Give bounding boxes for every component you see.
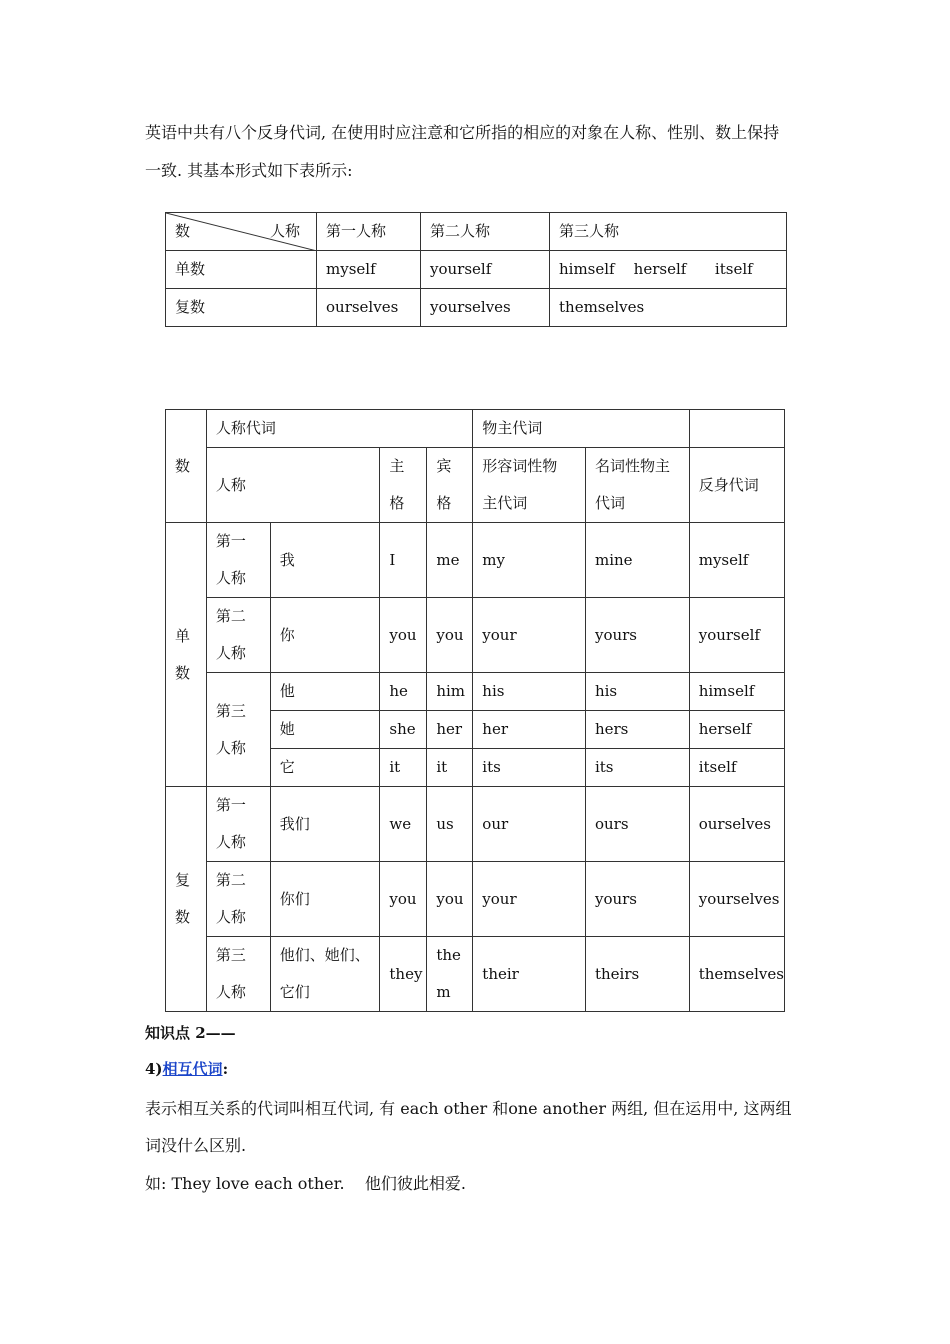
table-cell: it bbox=[380, 749, 427, 787]
table-cell: herself bbox=[689, 711, 784, 749]
table-row bbox=[166, 251, 787, 289]
cell-line: m bbox=[436, 983, 451, 1001]
noun-possessive-header bbox=[585, 448, 689, 523]
example-line: 如: They love each other. 他们彼此相爱. bbox=[145, 1174, 466, 1193]
table-cell: your bbox=[473, 598, 586, 673]
table-cell: we bbox=[380, 787, 427, 862]
table-row bbox=[166, 410, 785, 448]
person-group-label bbox=[206, 523, 270, 598]
person-header: 人称 bbox=[206, 448, 379, 523]
table-cell: they bbox=[380, 937, 427, 1012]
table-cell: you bbox=[380, 862, 427, 937]
label-line: 人称 bbox=[215, 983, 246, 1001]
label-line: 第一 bbox=[215, 796, 246, 814]
table-cell: yourself bbox=[689, 598, 784, 673]
header-cell: 第二人称 bbox=[421, 213, 550, 251]
person-group-label bbox=[206, 673, 270, 787]
table-row bbox=[166, 213, 787, 251]
table-cell bbox=[270, 937, 380, 1012]
table-cell: my bbox=[473, 523, 586, 598]
table-cell: he bbox=[380, 673, 427, 711]
table-row bbox=[166, 787, 785, 862]
table-cell: you bbox=[427, 862, 473, 937]
corner-person-label: 人称 bbox=[269, 222, 300, 240]
num-header: 数 bbox=[166, 410, 207, 523]
table-cell: I bbox=[380, 523, 427, 598]
header-line: 格 bbox=[436, 494, 452, 512]
table-cell: himself herself itself bbox=[550, 251, 787, 289]
table-cell: ourselves bbox=[689, 787, 784, 862]
header-cell: 第一人称 bbox=[317, 213, 421, 251]
corner-num-label: 数 bbox=[175, 222, 191, 240]
table-row bbox=[166, 937, 785, 1012]
intro-line-2: 一致. 其基本形式如下表所示: bbox=[145, 161, 353, 180]
body-line-2: 词没什么区别. bbox=[145, 1136, 247, 1155]
empty-header bbox=[689, 410, 784, 448]
table-row bbox=[166, 673, 785, 711]
table-cell: she bbox=[380, 711, 427, 749]
header-line: 宾 bbox=[436, 457, 452, 475]
table-cell: yours bbox=[585, 862, 689, 937]
table-cell: their bbox=[473, 937, 586, 1012]
table-cell: themselves bbox=[550, 289, 787, 327]
table-row bbox=[166, 862, 785, 937]
table-cell: myself bbox=[689, 523, 784, 598]
row-label: 单数 bbox=[166, 251, 317, 289]
label-line: 第一 bbox=[215, 532, 246, 550]
subject-case-header bbox=[380, 448, 427, 523]
corner-header-cell bbox=[166, 213, 317, 251]
label-line: 单 bbox=[175, 626, 191, 645]
table-cell: ourselves bbox=[317, 289, 421, 327]
table-cell: its bbox=[585, 749, 689, 787]
personal-pronoun-header: 人称代词 bbox=[206, 410, 472, 448]
table-cell: us bbox=[427, 787, 473, 862]
header-cell: 第三人称 bbox=[550, 213, 787, 251]
table-cell: our bbox=[473, 787, 586, 862]
label-line: 复 bbox=[175, 871, 191, 889]
table-cell: yourselves bbox=[421, 289, 550, 327]
table-cell: yours bbox=[585, 598, 689, 673]
label-line: 第二 bbox=[215, 871, 246, 889]
table-cell: yourselves bbox=[689, 862, 784, 937]
cell-line: 它们 bbox=[279, 983, 310, 1001]
label-line: 人称 bbox=[215, 738, 246, 757]
label-line: 第三 bbox=[215, 701, 246, 720]
table-row bbox=[166, 523, 785, 598]
table-cell: theirs bbox=[585, 937, 689, 1012]
table-cell: his bbox=[585, 673, 689, 711]
subsection-title bbox=[145, 1058, 228, 1079]
cell-line: 他们、她们、 bbox=[279, 946, 370, 964]
plural-label bbox=[166, 787, 207, 1012]
person-group-label bbox=[206, 862, 270, 937]
label-line: 人称 bbox=[215, 833, 246, 851]
header-line: 主 bbox=[389, 457, 405, 475]
subsection-suffix: : bbox=[222, 1060, 229, 1078]
table-cell: you bbox=[427, 598, 473, 673]
header-line: 代词 bbox=[594, 494, 625, 512]
table-cell: your bbox=[473, 862, 586, 937]
table-cell: 她 bbox=[270, 711, 380, 749]
table-cell: hers bbox=[585, 711, 689, 749]
body-line-1: 表示相互关系的代词叫相互代词, 有 each other 和one another 两组, 但在运用中, 这两组 bbox=[145, 1099, 792, 1118]
table-row bbox=[166, 598, 785, 673]
section-heading: 知识点 2—— bbox=[145, 1024, 236, 1042]
label-line: 数 bbox=[175, 908, 191, 926]
adj-possessive-header bbox=[473, 448, 586, 523]
person-group-label bbox=[206, 787, 270, 862]
label-line: 人称 bbox=[215, 908, 246, 926]
table-cell: mine bbox=[585, 523, 689, 598]
header-line: 名词性物主 bbox=[594, 457, 670, 475]
table-cell: ours bbox=[585, 787, 689, 862]
table-cell: themselves bbox=[689, 937, 784, 1012]
label-line: 第三 bbox=[215, 946, 246, 964]
table-cell: you bbox=[380, 598, 427, 673]
table-cell: it bbox=[427, 749, 473, 787]
label-line: 人称 bbox=[215, 644, 246, 662]
header-line: 格 bbox=[389, 494, 405, 512]
label-line: 数 bbox=[175, 663, 191, 682]
table-cell: himself bbox=[689, 673, 784, 711]
table-row bbox=[166, 448, 785, 523]
table-cell: 你们 bbox=[270, 862, 380, 937]
singular-label bbox=[166, 523, 207, 787]
table-row bbox=[166, 289, 787, 327]
table-cell: me bbox=[427, 523, 473, 598]
table-cell: itself bbox=[689, 749, 784, 787]
intro-line-1: 英语中共有八个反身代词, 在使用时应注意和它所指的相应的对象在人称、性别、数上保持 bbox=[145, 123, 780, 142]
label-line: 第二 bbox=[215, 607, 246, 625]
object-case-header bbox=[427, 448, 473, 523]
person-group-label bbox=[206, 937, 270, 1012]
header-line: 形容词性物 bbox=[482, 457, 558, 475]
pronoun-table bbox=[165, 409, 785, 1012]
table-cell: him bbox=[427, 673, 473, 711]
table-cell: myself bbox=[317, 251, 421, 289]
reflexive-header: 反身代词 bbox=[689, 448, 784, 523]
header-line: 主代词 bbox=[482, 494, 528, 512]
table-cell: 你 bbox=[270, 598, 380, 673]
table-cell: 他 bbox=[270, 673, 380, 711]
table-cell: yourself bbox=[421, 251, 550, 289]
table-cell: his bbox=[473, 673, 586, 711]
table-cell: its bbox=[473, 749, 586, 787]
reciprocal-pronoun-link[interactable]: 相互代词 bbox=[162, 1060, 223, 1078]
table-cell: 我们 bbox=[270, 787, 380, 862]
table-cell: 它 bbox=[270, 749, 380, 787]
reflexive-summary-table bbox=[165, 212, 787, 327]
cell-line: the bbox=[436, 946, 461, 964]
table-cell: 我 bbox=[270, 523, 380, 598]
subsection-prefix: 4) bbox=[145, 1060, 163, 1078]
row-label: 复数 bbox=[166, 289, 317, 327]
possessive-pronoun-header: 物主代词 bbox=[473, 410, 689, 448]
label-line: 人称 bbox=[215, 569, 246, 587]
table-cell: her bbox=[427, 711, 473, 749]
person-group-label bbox=[206, 598, 270, 673]
table-cell: her bbox=[473, 711, 586, 749]
table-cell bbox=[427, 937, 473, 1012]
